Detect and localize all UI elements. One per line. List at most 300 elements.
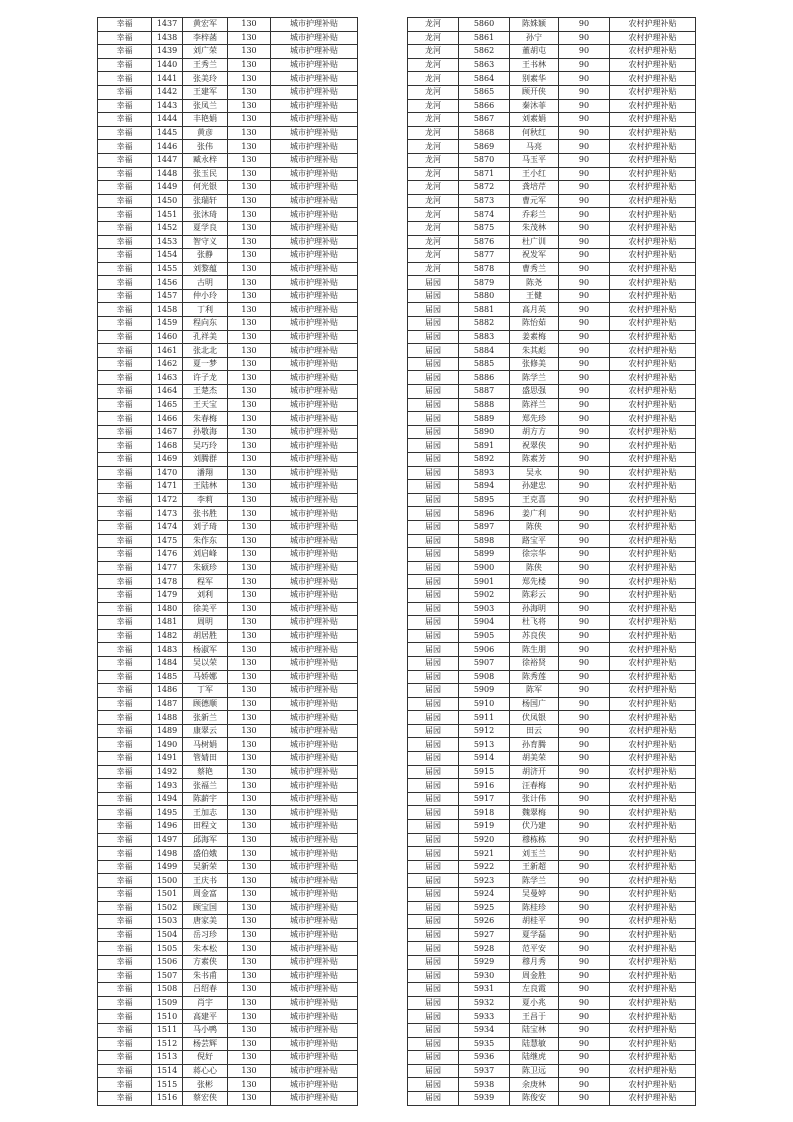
table-row — [408, 534, 696, 548]
subsidy-type-cell: 农村护理补贴 — [610, 847, 696, 861]
subsidy-type-cell: 农村护理补贴 — [610, 684, 696, 698]
name-cell: 陈卫远 — [510, 1064, 559, 1078]
table-row — [408, 153, 696, 167]
name-cell: 董胡屯 — [510, 45, 559, 59]
serial-number-cell: 5871 — [459, 167, 510, 181]
area-cell: 幸福 — [98, 779, 152, 793]
area-cell: 届园 — [408, 602, 459, 616]
amount-cell: 90 — [559, 317, 610, 331]
subsidy-type-cell: 农村护理补贴 — [610, 1037, 696, 1051]
amount-cell: 90 — [559, 194, 610, 208]
amount-cell: 90 — [559, 330, 610, 344]
table-row — [98, 738, 358, 752]
subsidy-type-cell: 农村护理补贴 — [610, 276, 696, 290]
amount-cell: 90 — [559, 303, 610, 317]
subsidy-type-cell: 城市护理补贴 — [271, 1078, 358, 1092]
serial-number-cell: 5935 — [459, 1037, 510, 1051]
serial-number-cell: 1498 — [152, 847, 183, 861]
serial-number-cell: 1507 — [152, 969, 183, 983]
name-cell: 田云 — [510, 724, 559, 738]
serial-number-cell: 1494 — [152, 792, 183, 806]
name-cell: 陈薪宇 — [183, 792, 228, 806]
amount-cell: 90 — [559, 453, 610, 467]
serial-number-cell: 1471 — [152, 480, 183, 494]
serial-number-cell: 5920 — [459, 833, 510, 847]
table-row — [98, 507, 358, 521]
amount-cell: 130 — [228, 697, 271, 711]
name-cell: 孙敬海 — [183, 425, 228, 439]
serial-number-cell: 1513 — [152, 1051, 183, 1065]
subsidy-type-cell: 农村护理补贴 — [610, 221, 696, 235]
amount-cell: 90 — [559, 262, 610, 276]
area-cell: 幸福 — [98, 792, 152, 806]
area-cell: 届园 — [408, 357, 459, 371]
name-cell: 杨淑军 — [183, 643, 228, 657]
table-row — [98, 942, 358, 956]
name-cell: 胡居胜 — [183, 629, 228, 643]
serial-number-cell: 5938 — [459, 1078, 510, 1092]
serial-number-cell: 5869 — [459, 140, 510, 154]
area-cell: 届园 — [408, 738, 459, 752]
table-row — [408, 344, 696, 358]
serial-number-cell: 5898 — [459, 534, 510, 548]
subsidy-type-cell: 城市护理补贴 — [271, 167, 358, 181]
amount-cell: 90 — [559, 113, 610, 127]
table-row — [408, 235, 696, 249]
name-cell: 朱本松 — [183, 942, 228, 956]
subsidy-type-cell: 城市护理补贴 — [271, 466, 358, 480]
area-cell: 届园 — [408, 588, 459, 602]
serial-number-cell: 5904 — [459, 616, 510, 630]
name-cell: 吕绍春 — [183, 983, 228, 997]
name-cell: 陈怡茹 — [510, 317, 559, 331]
amount-cell: 90 — [559, 996, 610, 1010]
table-row — [98, 779, 358, 793]
table-row — [408, 969, 696, 983]
amount-cell: 90 — [559, 31, 610, 45]
table-row — [98, 194, 358, 208]
name-cell: 徐宗华 — [510, 548, 559, 562]
table-row — [408, 289, 696, 303]
serial-number-cell: 1502 — [152, 901, 183, 915]
area-cell: 幸福 — [98, 1051, 152, 1065]
area-cell: 届园 — [408, 711, 459, 725]
table-row — [408, 466, 696, 480]
subsidy-type-cell: 城市护理补贴 — [271, 480, 358, 494]
subsidy-type-cell: 城市护理补贴 — [271, 874, 358, 888]
serial-number-cell: 1472 — [152, 493, 183, 507]
serial-number-cell: 1481 — [152, 616, 183, 630]
name-cell: 陈桂珍 — [510, 901, 559, 915]
amount-cell: 130 — [228, 1064, 271, 1078]
amount-cell: 90 — [559, 249, 610, 263]
subsidy-type-cell: 农村护理补贴 — [610, 439, 696, 453]
name-cell: 乔彩兰 — [510, 208, 559, 222]
subsidy-type-cell: 农村护理补贴 — [610, 588, 696, 602]
subsidy-type-cell: 城市护理补贴 — [271, 99, 358, 113]
amount-cell: 130 — [228, 113, 271, 127]
amount-cell: 130 — [228, 344, 271, 358]
amount-cell: 130 — [228, 874, 271, 888]
name-cell: 朱书甫 — [183, 969, 228, 983]
name-cell: 张彬 — [183, 1078, 228, 1092]
area-cell: 幸福 — [98, 996, 152, 1010]
name-cell: 朱硕珍 — [183, 561, 228, 575]
amount-cell: 90 — [559, 588, 610, 602]
table-row — [98, 888, 358, 902]
area-cell: 幸福 — [98, 643, 152, 657]
serial-number-cell: 1449 — [152, 181, 183, 195]
amount-cell: 90 — [559, 398, 610, 412]
area-cell: 龙河 — [408, 85, 459, 99]
subsidy-type-cell: 农村护理补贴 — [610, 398, 696, 412]
table-row — [408, 915, 696, 929]
serial-number-cell: 1442 — [152, 85, 183, 99]
serial-number-cell: 1466 — [152, 412, 183, 426]
table-row — [98, 901, 358, 915]
table-row — [98, 153, 358, 167]
table-row — [408, 847, 696, 861]
table-row — [408, 45, 696, 59]
name-cell: 陈祥兰 — [510, 398, 559, 412]
table-row — [408, 453, 696, 467]
table-row — [408, 85, 696, 99]
serial-number-cell: 1477 — [152, 561, 183, 575]
name-cell: 陈学兰 — [510, 874, 559, 888]
table-row — [408, 656, 696, 670]
subsidy-type-cell: 城市护理补贴 — [271, 996, 358, 1010]
name-cell: 陈彩云 — [510, 588, 559, 602]
area-cell: 龙河 — [408, 153, 459, 167]
amount-cell: 130 — [228, 45, 271, 59]
serial-number-cell: 1459 — [152, 317, 183, 331]
amount-cell: 90 — [559, 235, 610, 249]
amount-cell: 90 — [559, 833, 610, 847]
table-row — [98, 480, 358, 494]
serial-number-cell: 5902 — [459, 588, 510, 602]
area-cell: 幸福 — [98, 58, 152, 72]
amount-cell: 130 — [228, 99, 271, 113]
name-cell: 陈生朋 — [510, 643, 559, 657]
table-row — [98, 425, 358, 439]
subsidy-type-cell: 城市护理补贴 — [271, 969, 358, 983]
table-row — [98, 684, 358, 698]
table-row — [98, 629, 358, 643]
table-row — [408, 888, 696, 902]
table-row — [98, 792, 358, 806]
name-cell: 陈秀莲 — [510, 670, 559, 684]
name-cell: 胡济开 — [510, 765, 559, 779]
subsidy-type-cell: 农村护理补贴 — [610, 874, 696, 888]
amount-cell: 130 — [228, 140, 271, 154]
serial-number-cell: 5887 — [459, 385, 510, 399]
amount-cell: 90 — [559, 1078, 610, 1092]
area-cell: 届园 — [408, 942, 459, 956]
amount-cell: 130 — [228, 901, 271, 915]
name-cell: 许子龙 — [183, 371, 228, 385]
area-cell: 幸福 — [98, 45, 152, 59]
table-row — [98, 1078, 358, 1092]
serial-number-cell: 5864 — [459, 72, 510, 86]
amount-cell: 90 — [559, 289, 610, 303]
subsidy-type-cell: 城市护理补贴 — [271, 806, 358, 820]
table-row — [408, 765, 696, 779]
subsidy-type-cell: 城市护理补贴 — [271, 847, 358, 861]
serial-number-cell: 5934 — [459, 1023, 510, 1037]
area-cell: 幸福 — [98, 249, 152, 263]
subsidy-type-cell: 农村护理补贴 — [610, 983, 696, 997]
amount-cell: 130 — [228, 398, 271, 412]
subsidy-type-cell: 城市护理补贴 — [271, 181, 358, 195]
area-cell: 届园 — [408, 888, 459, 902]
name-cell: 何秋红 — [510, 126, 559, 140]
subsidy-type-cell: 农村护理补贴 — [610, 928, 696, 942]
name-cell: 龚培芹 — [510, 181, 559, 195]
serial-number-cell: 5907 — [459, 656, 510, 670]
name-cell: 陆慧敏 — [510, 1037, 559, 1051]
area-cell: 幸福 — [98, 847, 152, 861]
amount-cell: 130 — [228, 85, 271, 99]
name-cell: 丁军 — [183, 684, 228, 698]
area-cell: 届园 — [408, 466, 459, 480]
name-cell: 曹秀兰 — [510, 262, 559, 276]
serial-number-cell: 5884 — [459, 344, 510, 358]
amount-cell: 130 — [228, 711, 271, 725]
subsidy-type-cell: 城市护理补贴 — [271, 670, 358, 684]
subsidy-type-cell: 农村护理补贴 — [610, 153, 696, 167]
amount-cell: 130 — [228, 276, 271, 290]
amount-cell: 90 — [559, 548, 610, 562]
name-cell: 孙育腾 — [510, 738, 559, 752]
area-cell: 幸福 — [98, 602, 152, 616]
serial-number-cell: 5915 — [459, 765, 510, 779]
amount-cell: 90 — [559, 276, 610, 290]
name-cell: 杨国广 — [510, 697, 559, 711]
name-cell: 祝翠侠 — [510, 439, 559, 453]
amount-cell: 130 — [228, 126, 271, 140]
subsidy-type-cell: 城市护理补贴 — [271, 724, 358, 738]
name-cell: 吴永 — [510, 466, 559, 480]
table-row — [98, 833, 358, 847]
name-cell: 康翠云 — [183, 724, 228, 738]
subsidy-type-cell: 城市护理补贴 — [271, 85, 358, 99]
subsidy-type-cell: 农村护理补贴 — [610, 1010, 696, 1024]
area-cell: 幸福 — [98, 860, 152, 874]
table-row — [408, 1023, 696, 1037]
serial-number-cell: 5909 — [459, 684, 510, 698]
name-cell: 苏良侠 — [510, 629, 559, 643]
name-cell: 魏翠梅 — [510, 806, 559, 820]
area-cell: 幸福 — [98, 575, 152, 589]
serial-number-cell: 1482 — [152, 629, 183, 643]
area-cell: 届园 — [408, 493, 459, 507]
area-cell: 幸福 — [98, 548, 152, 562]
serial-number-cell: 5919 — [459, 820, 510, 834]
amount-cell: 130 — [228, 480, 271, 494]
subsidy-type-cell: 城市护理补贴 — [271, 711, 358, 725]
area-cell: 龙河 — [408, 194, 459, 208]
name-cell: 潘翔 — [183, 466, 228, 480]
name-cell: 张书胜 — [183, 507, 228, 521]
area-cell: 届园 — [408, 670, 459, 684]
subsidy-type-cell: 城市护理补贴 — [271, 262, 358, 276]
area-cell: 幸福 — [98, 901, 152, 915]
subsidy-type-cell: 城市护理补贴 — [271, 575, 358, 589]
table-row — [98, 398, 358, 412]
serial-number-cell: 5877 — [459, 249, 510, 263]
area-cell: 幸福 — [98, 357, 152, 371]
name-cell: 马树娟 — [183, 738, 228, 752]
area-cell: 届园 — [408, 561, 459, 575]
amount-cell: 130 — [228, 602, 271, 616]
serial-number-cell: 5910 — [459, 697, 510, 711]
name-cell: 王新超 — [510, 860, 559, 874]
subsidy-type-cell: 城市护理补贴 — [271, 765, 358, 779]
serial-number-cell: 5888 — [459, 398, 510, 412]
amount-cell: 90 — [559, 167, 610, 181]
name-cell: 邱海军 — [183, 833, 228, 847]
subsidy-type-cell: 农村护理补贴 — [610, 901, 696, 915]
amount-cell: 130 — [228, 561, 271, 575]
serial-number-cell: 1515 — [152, 1078, 183, 1092]
subsidy-type-cell: 农村护理补贴 — [610, 534, 696, 548]
amount-cell: 90 — [559, 385, 610, 399]
table-row — [98, 371, 358, 385]
area-cell: 届园 — [408, 575, 459, 589]
name-cell: 周金富 — [183, 888, 228, 902]
serial-number-cell: 5899 — [459, 548, 510, 562]
subsidy-type-cell: 农村护理补贴 — [610, 724, 696, 738]
area-cell: 届园 — [408, 507, 459, 521]
table-row — [408, 820, 696, 834]
area-cell: 届园 — [408, 412, 459, 426]
serial-number-cell: 1485 — [152, 670, 183, 684]
area-cell: 幸福 — [98, 385, 152, 399]
name-cell: 刘黎蕴 — [183, 262, 228, 276]
table-row — [98, 58, 358, 72]
area-cell: 届园 — [408, 996, 459, 1010]
serial-number-cell: 1508 — [152, 983, 183, 997]
subsidy-type-cell: 城市护理补贴 — [271, 1010, 358, 1024]
area-cell: 龙河 — [408, 235, 459, 249]
amount-cell: 90 — [559, 1010, 610, 1024]
subsidy-type-cell: 农村护理补贴 — [610, 453, 696, 467]
name-cell: 胡方方 — [510, 425, 559, 439]
subsidy-type-cell: 城市护理补贴 — [271, 983, 358, 997]
area-cell: 龙河 — [408, 99, 459, 113]
subsidy-type-cell: 城市护理补贴 — [271, 221, 358, 235]
name-cell: 顾开侠 — [510, 85, 559, 99]
area-cell: 届园 — [408, 969, 459, 983]
area-cell: 幸福 — [98, 955, 152, 969]
name-cell: 陈俊安 — [510, 1091, 559, 1105]
serial-number-cell: 1445 — [152, 126, 183, 140]
amount-cell: 90 — [559, 18, 610, 32]
area-cell: 届园 — [408, 915, 459, 929]
table-row — [408, 711, 696, 725]
subsidy-type-cell: 城市护理补贴 — [271, 534, 358, 548]
name-cell: 朱茂林 — [510, 221, 559, 235]
subsidy-type-cell: 城市护理补贴 — [271, 371, 358, 385]
serial-number-cell: 1486 — [152, 684, 183, 698]
amount-cell: 90 — [559, 983, 610, 997]
area-cell: 幸福 — [98, 18, 152, 32]
area-cell: 幸福 — [98, 1010, 152, 1024]
table-row — [98, 208, 358, 222]
serial-number-cell: 1465 — [152, 398, 183, 412]
table-row — [98, 249, 358, 263]
area-cell: 龙河 — [408, 221, 459, 235]
name-cell: 张瑞轩 — [183, 194, 228, 208]
subsidy-type-cell: 城市护理补贴 — [271, 208, 358, 222]
subsidy-type-cell: 城市护理补贴 — [271, 493, 358, 507]
area-cell: 届园 — [408, 752, 459, 766]
serial-number-cell: 5939 — [459, 1091, 510, 1105]
area-cell: 届园 — [408, 1023, 459, 1037]
name-cell: 陈姝颖 — [510, 18, 559, 32]
amount-cell: 130 — [228, 221, 271, 235]
subsidy-type-cell: 农村护理补贴 — [610, 833, 696, 847]
area-cell: 幸福 — [98, 520, 152, 534]
table-row — [98, 752, 358, 766]
area-cell: 幸福 — [98, 276, 152, 290]
name-cell: 马小鸭 — [183, 1023, 228, 1037]
subsidy-type-cell: 农村护理补贴 — [610, 289, 696, 303]
serial-number-cell: 5865 — [459, 85, 510, 99]
area-cell: 龙河 — [408, 113, 459, 127]
area-cell: 届园 — [408, 860, 459, 874]
amount-cell: 130 — [228, 466, 271, 480]
area-cell: 幸福 — [98, 330, 152, 344]
subsidy-type-cell: 农村护理补贴 — [610, 45, 696, 59]
serial-number-cell: 1448 — [152, 167, 183, 181]
table-row — [98, 711, 358, 725]
subsidy-type-cell: 农村护理补贴 — [610, 969, 696, 983]
area-cell: 幸福 — [98, 806, 152, 820]
serial-number-cell: 1454 — [152, 249, 183, 263]
serial-number-cell: 5860 — [459, 18, 510, 32]
name-cell: 张凤兰 — [183, 99, 228, 113]
area-cell: 幸福 — [98, 425, 152, 439]
subsidy-type-cell: 城市护理补贴 — [271, 860, 358, 874]
serial-number-cell: 1457 — [152, 289, 183, 303]
serial-number-cell: 5880 — [459, 289, 510, 303]
name-cell: 伏乃建 — [510, 820, 559, 834]
subsidy-type-cell: 城市护理补贴 — [271, 439, 358, 453]
table-row — [98, 996, 358, 1010]
table-row — [408, 194, 696, 208]
table-row — [408, 697, 696, 711]
subsidy-type-cell: 农村护理补贴 — [610, 85, 696, 99]
subsidy-type-cell: 城市护理补贴 — [271, 453, 358, 467]
table-row — [408, 1064, 696, 1078]
area-cell: 幸福 — [98, 466, 152, 480]
table-row — [98, 45, 358, 59]
subsidy-type-cell: 农村护理补贴 — [610, 711, 696, 725]
area-cell: 届园 — [408, 684, 459, 698]
amount-cell: 130 — [228, 738, 271, 752]
table-row — [98, 31, 358, 45]
serial-number-cell: 1511 — [152, 1023, 183, 1037]
amount-cell: 130 — [228, 31, 271, 45]
table-row — [98, 806, 358, 820]
subsidy-type-cell: 农村护理补贴 — [610, 140, 696, 154]
name-cell: 顾宝国 — [183, 901, 228, 915]
amount-cell: 90 — [559, 153, 610, 167]
area-cell: 幸福 — [98, 820, 152, 834]
subsidy-type-cell: 城市护理补贴 — [271, 153, 358, 167]
amount-cell: 90 — [559, 792, 610, 806]
